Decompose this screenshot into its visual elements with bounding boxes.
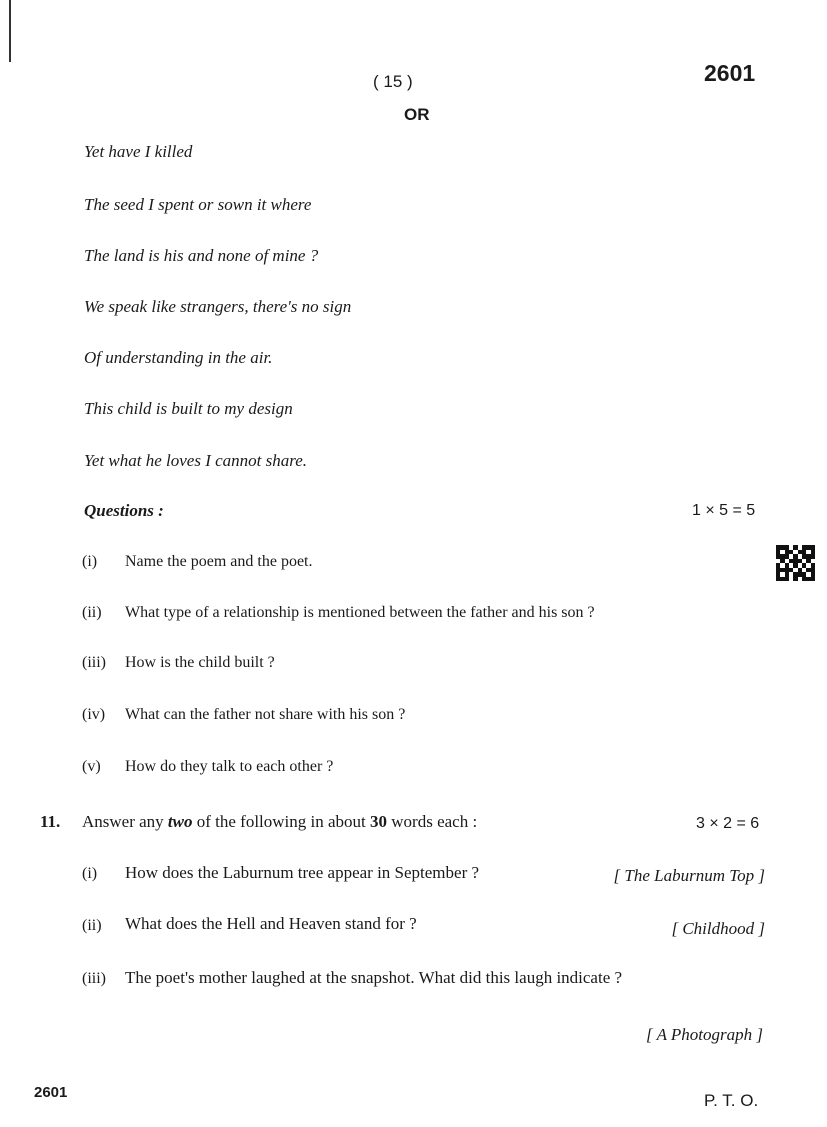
questions-heading: Questions : — [84, 501, 164, 520]
item-source: [ Childhood ] — [671, 919, 765, 938]
questions-marks: 1 × 5 = 5 — [692, 502, 756, 519]
item-text: What type of a relationship is mentioned between the father and his son ? — [125, 604, 595, 621]
question-number: 11. — [40, 812, 61, 831]
prompt-text: Answer any — [82, 812, 168, 831]
paper-code: 2601 — [704, 60, 756, 86]
prompt-word-count: 30 — [370, 812, 388, 831]
item-label: (i) — [82, 865, 98, 882]
poem-line: Yet have I killed — [84, 142, 193, 161]
item-label: (v) — [82, 758, 101, 775]
prompt-emphasis: two — [167, 812, 193, 831]
scan-margin-line — [9, 0, 11, 62]
question-11-marks: 3 × 2 = 6 — [696, 815, 760, 832]
item-source: [ The Laburnum Top ] — [613, 866, 765, 885]
item-source: [ A Photograph ] — [646, 1025, 763, 1044]
or-label: OR — [404, 105, 430, 124]
poem-line: The land is his and none of mine ? — [84, 246, 319, 265]
item-label: (i) — [82, 553, 98, 570]
qr-code — [776, 545, 815, 581]
item-label: (ii) — [82, 604, 102, 621]
item-label: (iv) — [82, 706, 106, 723]
footer-paper-code: 2601 — [34, 1084, 68, 1101]
page-number: ( 15 ) — [373, 72, 413, 91]
poem-line: This child is built to my design — [84, 399, 293, 418]
item-text: What can the father not share with his son ? — [125, 706, 406, 723]
item-text: How do they talk to each other ? — [125, 758, 334, 775]
item-text: How is the child built ? — [125, 654, 275, 671]
prompt-text: words each : — [387, 812, 478, 831]
item-text: How does the Laburnum tree appear in September ? — [125, 863, 480, 882]
poem-line: The seed I spent or sown it where — [84, 195, 312, 214]
item-text: Name the poem and the poet. — [125, 553, 313, 570]
item-text: The poet's mother laughed at the snapshot. What did this laugh indicate ? — [125, 968, 623, 987]
item-label: (iii) — [82, 970, 106, 987]
prompt-text: of the following in about — [192, 812, 371, 831]
item-text: What does the Hell and Heaven stand for ? — [125, 914, 417, 933]
item-label: (ii) — [82, 917, 102, 934]
poem-line: Yet what he loves I cannot share. — [84, 451, 308, 470]
question-11-prompt — [82, 812, 477, 832]
item-label: (iii) — [82, 654, 106, 671]
poem-line: We speak like strangers, there's no sign — [84, 297, 352, 316]
poem-line: Of understanding in the air. — [84, 348, 273, 367]
footer-pto: P. T. O. — [704, 1091, 759, 1110]
